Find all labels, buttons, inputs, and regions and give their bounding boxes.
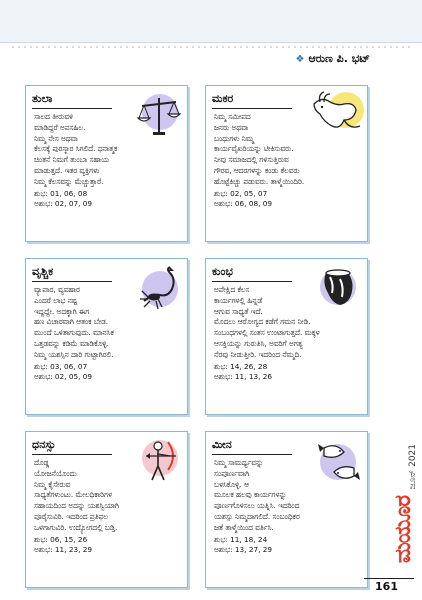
unlucky-line: ಅಶುಭ: 11, 23, 29 bbox=[34, 545, 93, 555]
text-line: ಹಣ ವಿಚಾರವಾಗಿ ಆತಂಕ ಬೇಡ. bbox=[34, 317, 109, 327]
unlucky-line: ಅಶುಭ: 02, 07, 09 bbox=[34, 199, 93, 209]
page-number-rule bbox=[364, 578, 414, 579]
text-line: ಮೊದಲು ಆರೋಗ್ಯದ ಕಡೆಗೆ ಗಮನ ನೀಡಿ. bbox=[214, 317, 311, 327]
sign-name: ವೃಶ್ಚಿಕ bbox=[32, 265, 54, 278]
text-line: ಒತ್ತಡವನ್ನು ಕಡಿಮೆ ಮಾಡಿಕೊಳ್ಳಿ. bbox=[34, 338, 109, 348]
title-underline bbox=[32, 454, 112, 455]
text-line: ಕೆಲಸಕ್ಕೆ ಪುರಸ್ಕಾರ ಸಿಗಲಿದೆ. ಧನಾತ್ಮಕ bbox=[34, 144, 118, 154]
title-underline bbox=[32, 108, 112, 109]
lucky-numbers bbox=[214, 362, 364, 384]
text-line: ನಿಮ್ಮ ಯಶಸ್ಸಿನ ದಾರಿ ಗುಟ್ಟಾಗಿರಲಿ. bbox=[34, 349, 114, 359]
diamond-icon: ❖ bbox=[295, 54, 305, 65]
lucky-numbers bbox=[214, 189, 364, 211]
text-line: ಯೋಜನೆಯೊಂದು bbox=[34, 468, 77, 478]
text-line: ಪೂರೈಸುವಿರಿ. ಇದರಿಂದ ಪ್ರತಿಫಲ bbox=[34, 511, 109, 521]
title-underline bbox=[212, 281, 292, 282]
text-line: ಸಹಾಯದಿಂದ ಅದನ್ನು ಯಶಸ್ವಿಯಾಗಿ bbox=[34, 501, 119, 511]
text-line: ಯಶಸ್ಸು ನಿಮ್ಮದಾಗಲಿದೆ. ಸಂಬಂಧಿಕರ bbox=[214, 511, 300, 521]
text-line: ಒಳಗಾಗುವಿರಿ. ಉದ್ಯೋಗದಲ್ಲಿ ಬಡ್ತಿ. bbox=[34, 522, 118, 532]
lucky-line: ಶುಭ: 11, 18, 24 bbox=[214, 534, 268, 544]
text-line: ಅಪೇಕ್ಷಿದ ಕೆಲಸ bbox=[214, 285, 250, 294]
text-line: ಮುಂದೆ ಒಳಿತಾಗುವುದು. ಮಾನಸಿಕ bbox=[34, 328, 114, 338]
horoscope-card-libra bbox=[25, 85, 188, 242]
text-line: ಮಾಡಿದ್ದರೆ ಅಪಸಹಿಲ. bbox=[34, 122, 86, 132]
unlucky-line: ಅಶುಭ: 02, 05, 09 bbox=[34, 372, 93, 382]
lucky-line: ಶುಭ: 01, 06, 08 bbox=[34, 188, 88, 198]
card-body bbox=[214, 285, 364, 383]
text-line: ಸಂಬಂಧಗಳಲ್ಲಿ ಸಂತಸ ಉಂಟಾಗುತ್ತದೆ. ಮಕ್ಕಳ bbox=[214, 328, 320, 338]
title-underline bbox=[32, 281, 112, 282]
horoscope-card-scorpio bbox=[25, 258, 188, 415]
sign-name: ಮೀನ bbox=[212, 438, 232, 451]
unlucky-line: ಅಶುಭ: 13, 27, 29 bbox=[214, 545, 273, 555]
horoscope-card-pisces bbox=[205, 431, 368, 588]
unlucky-line: ಅಶುಭ: 11, 13, 26 bbox=[214, 372, 273, 382]
lucky-numbers bbox=[34, 535, 184, 557]
sign-name: ಮಕರ bbox=[212, 92, 234, 105]
text-line: ಸಾಧ್ಯತೆಗಳುಂಟು. ಮೇಲಧಿಕಾರಿಗಳ bbox=[34, 490, 112, 500]
text-line: ಪೂರ್ಣಗೊಳಿಸಲು ಯತ್ನಿಸಿ. ಇದರಿಂದ bbox=[214, 501, 300, 511]
title-underline bbox=[212, 454, 292, 455]
lucky-numbers bbox=[34, 189, 184, 211]
sign-name: ಕುಂಭ bbox=[212, 265, 233, 278]
text-line: ಆಗುವ ಸಾಧ್ಯತೆ ಇದೆ. bbox=[214, 306, 263, 316]
title-underline bbox=[212, 108, 292, 109]
text-line: ಬಂಧುಗಳು ನಿಮ್ಮ bbox=[214, 133, 254, 143]
text-line: ಕಾರ್ಯಗಳಲ್ಲಿ ಹಿನ್ನಡೆ bbox=[214, 295, 263, 305]
text-line: ಬಳಸಿಕೊಳ್ಳಿ. ಆ bbox=[214, 479, 249, 489]
text-line: ಎಂದರೆ ಲಾಭ ನಷ್ಟ bbox=[34, 295, 78, 305]
lucky-line: ಶುಭ: 02, 05, 07 bbox=[214, 188, 268, 198]
text-line: ನಿಮ್ಮ ನೇಸ ಅಥವಾ bbox=[34, 133, 78, 143]
text-line: ನಿಮ್ಮ ಕೈಸೇರುವ bbox=[34, 479, 71, 489]
text-line: ಮೂಲಕ ಹಲವು ಕಾರ್ಯಗಳನ್ನು bbox=[214, 490, 287, 500]
text-line: ನಿಮ್ಮ ಸಾಮರ್ಥ್ಯವನ್ನು bbox=[214, 458, 264, 467]
lucky-numbers bbox=[34, 362, 184, 384]
lucky-line: ಶುಭ: 14, 26, 28 bbox=[214, 361, 268, 371]
text-line: ನಿಮ್ಮ ಕೆಲಸವನ್ನು ಮೆಚ್ಚುತ್ತಾರೆ. bbox=[34, 176, 104, 186]
byline bbox=[295, 52, 370, 66]
card-body bbox=[34, 112, 184, 210]
text-line: ನೆರವು ನೀಡುತ್ತೀರಿ. ಇದರಿಂದ ನೆಮ್ಮದಿ. bbox=[214, 349, 302, 359]
text-line: ನೀವು ಸಮಾಜದಲ್ಲಿ ಗಳಿಸುತ್ತಿರುವ bbox=[214, 155, 289, 165]
text-line: ದೊಡ್ಡ bbox=[34, 458, 50, 467]
text-line: ಹೊಟ್ಟೆಕಿಚ್ಚು ಪಡುವರು. ತಾಳ್ಮೆಯಿಂದಿರಿ. bbox=[214, 176, 305, 186]
text-line: ಆಸಕ್ತಿಯನ್ನು ಗುರುತಿಸಿ, ಅವರಿಗೆ ಅಗತ್ಯ bbox=[214, 338, 303, 348]
dot-pattern bbox=[10, 44, 412, 52]
header-rule bbox=[0, 42, 422, 43]
text-line: ಮಾಡುತ್ತದೆ. ಇತರ ವ್ಯಕ್ತಿಗಳು bbox=[34, 165, 100, 175]
text-line: ನಿಮ್ಮ ಸಮೀಪದ bbox=[214, 112, 251, 121]
card-body bbox=[214, 112, 364, 210]
byline-text: ಆರುಣ ಪಿ. ಭಟ್ bbox=[308, 52, 370, 65]
lucky-line: ಶುಭ: 03, 06, 07 bbox=[34, 361, 88, 371]
text-line: ಜನರು ಅಥವಾ bbox=[214, 122, 249, 132]
horoscope-card-aquarius bbox=[205, 258, 368, 415]
sign-name: ತುಲಾ bbox=[32, 92, 53, 105]
unlucky-line: ಅಶುಭ: 06, 08, 09 bbox=[214, 199, 273, 209]
card-body bbox=[34, 285, 184, 383]
text-line: ವ್ಯಾಪಾರ, ವ್ಯವಹಾರ bbox=[34, 285, 80, 294]
text-line: ಕಾರ್ಯವೈಖರಿಯನ್ನು ಟೀಕಿಸುವರು. bbox=[214, 144, 294, 154]
horoscope-card-capricorn bbox=[205, 85, 368, 242]
text-line: ಇದ್ದದ್ದೇ. ಅದಕ್ಕಾಗಿ ಈಗ bbox=[34, 306, 90, 316]
magazine-logo: ಮಯೂರ bbox=[391, 496, 416, 564]
text-line: ಸಾಲದ ತೀರುವಳಿ bbox=[34, 112, 74, 121]
lucky-line: ಶುಭ: 06, 15, 26 bbox=[34, 534, 88, 544]
card-body bbox=[34, 458, 184, 556]
header-band bbox=[0, 0, 422, 42]
text-line: ಗೌರವ, ಆದರಗಳನ್ನು ಕಂಡು ಕೆಲವರು bbox=[214, 165, 300, 175]
sign-name: ಧನಸ್ಸು bbox=[32, 438, 56, 451]
page-number: 161 bbox=[375, 580, 398, 593]
lucky-numbers bbox=[214, 535, 364, 557]
text-line: ಸಂಪೂರ್ಣವಾಗಿ bbox=[214, 468, 250, 478]
text-line: ಜತೆ ತಾಳ್ಮೆಯಿಂದ ವರ್ತಿಸಿ. bbox=[214, 522, 274, 532]
issue-date: ಜೂನ್ 2021 bbox=[408, 444, 418, 490]
card-body bbox=[214, 458, 364, 556]
horoscope-card-sagittarius bbox=[25, 431, 188, 588]
text-line: ಚಿಂತನೆ ನಿಮಗೆ ತುಂಬಾ ಸಹಾಯ bbox=[34, 155, 109, 165]
